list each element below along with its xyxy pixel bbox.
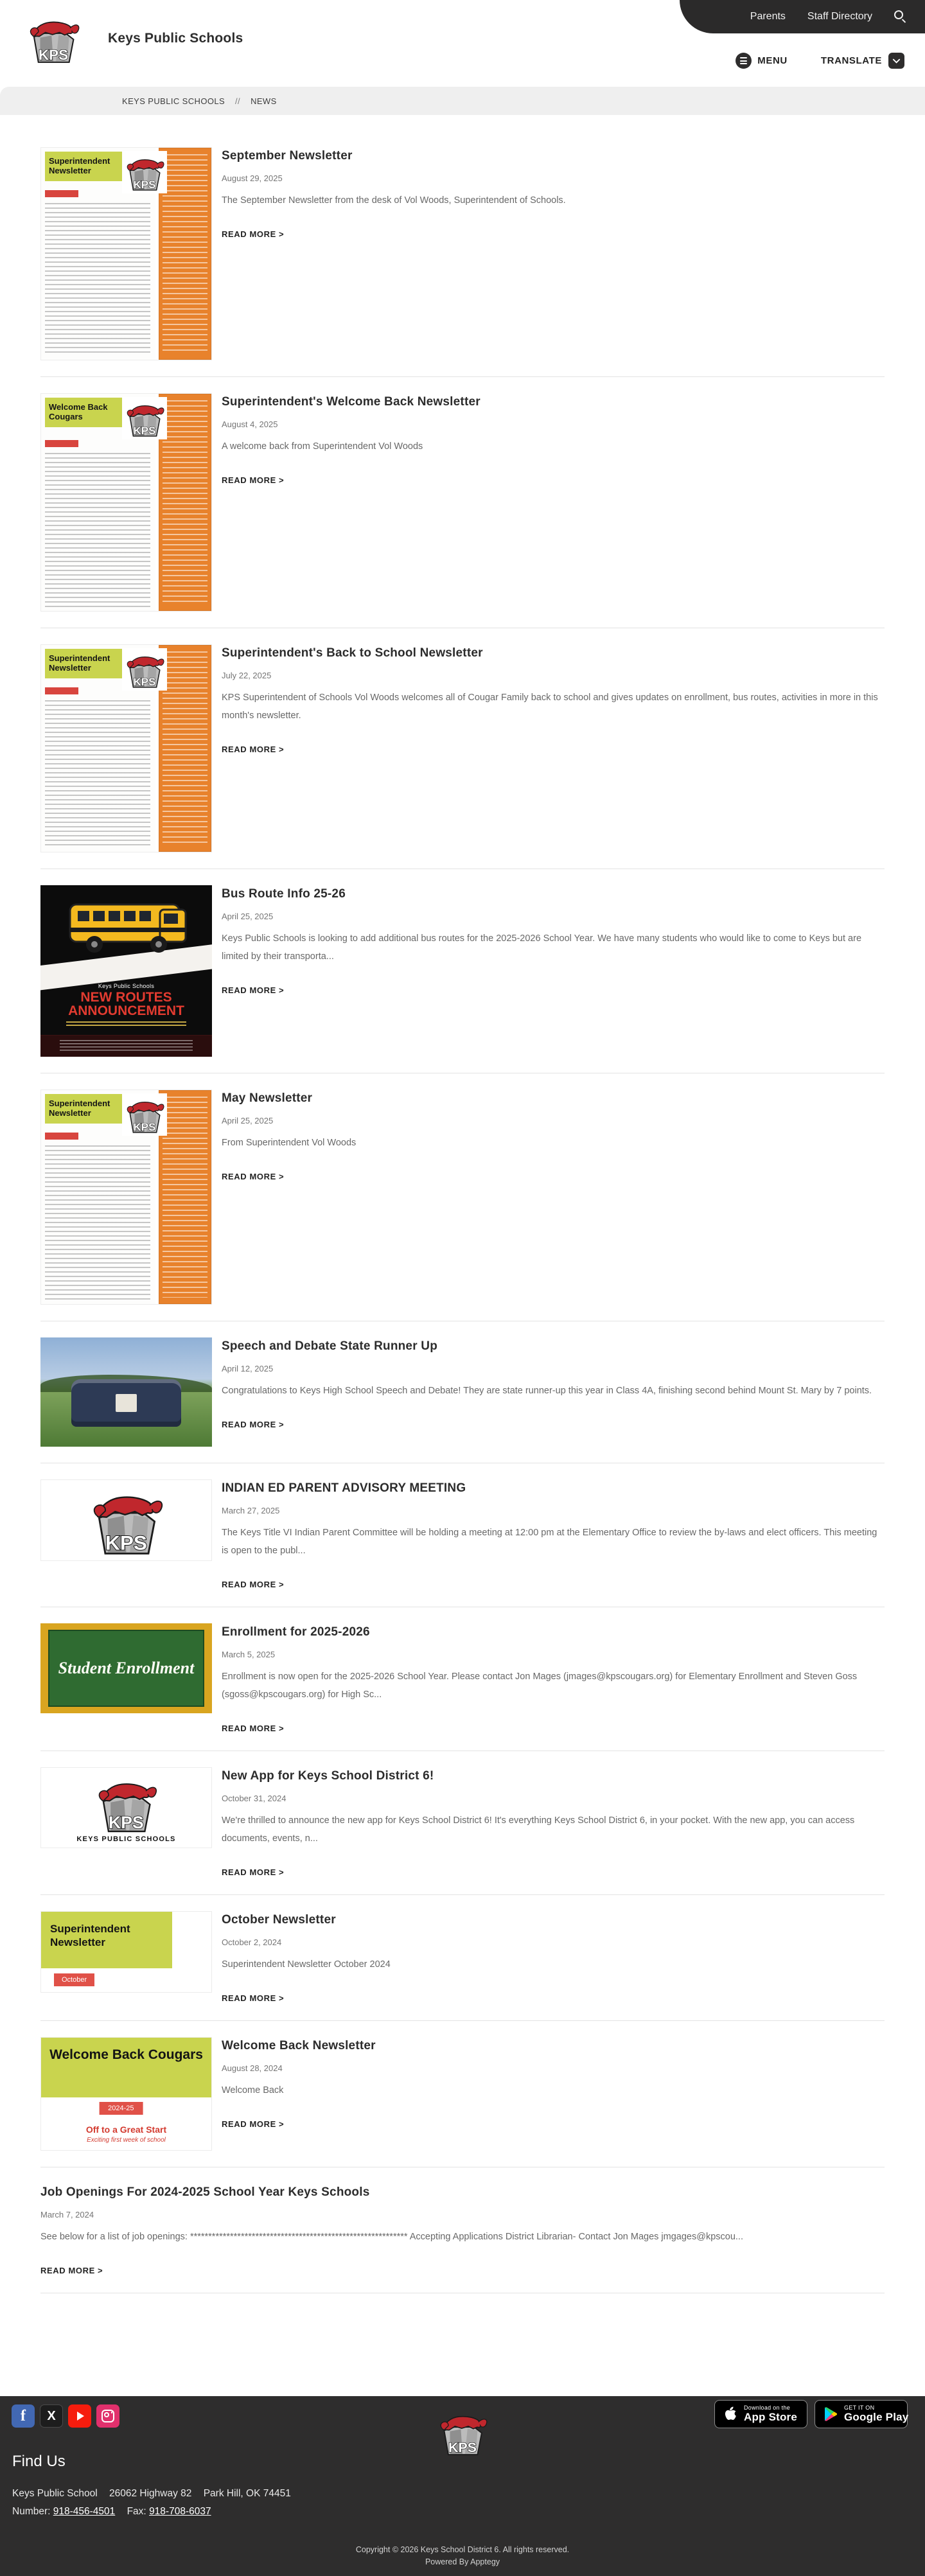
- news-date: March 7, 2024: [40, 2210, 94, 2219]
- find-us-heading: Find Us: [12, 2453, 66, 2470]
- news-description: Congratulations to Keys High School Speech and Debate! They are state runner-up this year in Class 4A, finishing second behind Mount St. Mary by 7 points.: [222, 1386, 872, 1396]
- news-description: See below for a list of job openings: ************************************************************ Accepting Applications District Librarian- Contact Jon Mages jmgages@kpscou...: [40, 2232, 743, 2242]
- youtube-icon[interactable]: [68, 2404, 91, 2428]
- read-more-link[interactable]: READ MORE >: [222, 475, 285, 485]
- news-thumbnail[interactable]: [40, 1767, 212, 1848]
- news-description: The September Newsletter from the desk of Vol Woods, Superintendent of Schools.: [222, 195, 566, 206]
- kps-logo-icon: [89, 1483, 163, 1557]
- read-more-link[interactable]: READ MORE >: [222, 1580, 285, 1589]
- news-item: [40, 1463, 885, 1607]
- district-logo[interactable]: [27, 9, 80, 68]
- news-item: [40, 869, 885, 1073]
- thumb-heading: Welcome Back Cougars: [41, 2038, 211, 2097]
- news-item: [40, 2021, 885, 2167]
- thumb-caption: Exciting first week of school: [87, 2137, 166, 2144]
- breadcrumb: [0, 87, 925, 115]
- news-thumbnail[interactable]: [40, 393, 212, 612]
- breadcrumb-home[interactable]: KEYS PUBLIC SCHOOLS: [122, 96, 225, 106]
- chevron-down-icon: [888, 53, 904, 69]
- x-twitter-icon[interactable]: X: [40, 2404, 63, 2428]
- thumb-heading: Student Enrollment: [48, 1630, 204, 1707]
- apple-icon: [723, 2406, 738, 2422]
- news-description: The Keys Title VI Indian Parent Committee will be holding a meeting at 12:00 pm at the Elementary Office to review the by-laws and elect officers. This meeting is open to the publ...: [222, 1528, 877, 1556]
- news-thumbnail[interactable]: [40, 147, 212, 360]
- read-more-link[interactable]: READ MORE >: [222, 745, 285, 754]
- news-title[interactable]: May Newsletter: [222, 1091, 313, 1105]
- news-date: April 12, 2025: [222, 1364, 274, 1373]
- read-more-link[interactable]: READ MORE >: [222, 985, 285, 995]
- read-more-link[interactable]: READ MORE >: [222, 229, 285, 239]
- google-play-icon: [823, 2406, 838, 2422]
- search-icon[interactable]: [894, 10, 907, 23]
- news-description: Superintendent Newsletter October 2024: [222, 1959, 391, 1970]
- breadcrumb-current: NEWS: [251, 96, 277, 106]
- news-item: [40, 1321, 885, 1463]
- news-date: August 4, 2025: [222, 419, 278, 429]
- news-item: [40, 1751, 885, 1895]
- news-title[interactable]: Job Openings For 2024-2025 School Year Keys Schools: [40, 2185, 370, 2199]
- staff-directory-link[interactable]: Staff Directory: [807, 11, 872, 22]
- news-date: July 22, 2025: [222, 671, 272, 680]
- news-title[interactable]: Enrollment for 2025-2026: [222, 1625, 370, 1639]
- thumb-caption: Keys Public Schools: [98, 983, 155, 989]
- kps-logo-icon: [122, 648, 167, 691]
- thumb-caption: KEYS PUBLIC SCHOOLS: [76, 1835, 176, 1844]
- news-item: [40, 147, 885, 377]
- kps-logo-icon: [122, 151, 167, 193]
- read-more-link[interactable]: READ MORE >: [222, 1724, 285, 1733]
- news-description: From Superintendent Vol Woods: [222, 1138, 357, 1148]
- instagram-icon[interactable]: [96, 2404, 119, 2428]
- news-thumbnail[interactable]: [40, 2037, 212, 2151]
- news-description: We're thrilled to announce the new app for Keys School District 6! It's everything Keys School District 6, in your pocket. With the new app, you can access documents, events, n...: [222, 1815, 855, 1844]
- phone-line: Number: 918-456-4501 Fax: 918-708-6037: [12, 2506, 211, 2517]
- read-more-link[interactable]: READ MORE >: [222, 1420, 285, 1429]
- read-more-link[interactable]: READ MORE >: [222, 2119, 285, 2129]
- fax-link[interactable]: 918-708-6037: [149, 2506, 211, 2517]
- news-description: KPS Superintendent of Schools Vol Woods welcomes all of Cougar Family back to school and gives updates on enrollment, bus routes, activities in more in this month's newsletter.: [222, 693, 878, 721]
- thumb-heading: Superintendent Newsletter: [45, 1094, 140, 1124]
- news-item: [40, 1073, 885, 1321]
- thumb-subheading: Off to a Great Start: [85, 2124, 167, 2135]
- news-date: April 25, 2025: [222, 1116, 274, 1125]
- thumb-heading: Superintendent Newsletter: [45, 649, 140, 678]
- translate-label: TRANSLATE: [820, 55, 882, 66]
- breadcrumb-separator: //: [235, 96, 241, 106]
- news-date: August 29, 2025: [222, 173, 283, 183]
- social-links: [12, 2404, 119, 2428]
- news-description: Welcome Back: [222, 2085, 284, 2095]
- news-description: A welcome back from Superintendent Vol Woods: [222, 441, 423, 452]
- news-thumbnail[interactable]: [40, 1337, 212, 1447]
- news-thumbnail[interactable]: [40, 644, 212, 852]
- phone-link[interactable]: 918-456-4501: [53, 2506, 116, 2517]
- news-title[interactable]: Welcome Back Newsletter: [222, 2039, 376, 2052]
- news-thumbnail[interactable]: [40, 1090, 212, 1305]
- news-date: March 5, 2025: [222, 1650, 276, 1659]
- news-description: Keys Public Schools is looking to add additional bus routes for the 2025-2026 School Year. We have many students who would like to come to Keys but are limited by their transporta...: [222, 933, 862, 962]
- news-thumbnail[interactable]: [40, 1479, 212, 1561]
- news-date: October 31, 2024: [222, 1794, 286, 1803]
- copyright: Copyright © 2026 Keys School District 6. All rights reserved. Powered By Apptegy: [0, 2544, 925, 2568]
- news-item: [40, 1895, 885, 2021]
- read-more-link[interactable]: READ MORE >: [40, 2266, 103, 2275]
- menu-button[interactable]: [736, 53, 788, 69]
- news-thumbnail[interactable]: [40, 1623, 212, 1713]
- translate-button[interactable]: [821, 53, 904, 69]
- news-date: October 2, 2024: [222, 1937, 282, 1947]
- read-more-link[interactable]: READ MORE >: [222, 1172, 285, 1181]
- utility-bar: [680, 0, 925, 33]
- news-title[interactable]: Superintendent's Back to School Newsletter: [222, 646, 483, 660]
- google-play-badge[interactable]: GET IT ON Google Play: [815, 2400, 908, 2428]
- read-more-link[interactable]: READ MORE >: [222, 1867, 285, 1877]
- news-thumbnail[interactable]: [40, 1911, 212, 1993]
- kps-logo-icon: [95, 1772, 157, 1835]
- news-item: [40, 2167, 885, 2293]
- powered-by[interactable]: Powered By Apptegy: [425, 2557, 500, 2566]
- news-title[interactable]: Superintendent's Welcome Back Newsletter: [222, 395, 480, 409]
- parents-link[interactable]: Parents: [750, 11, 786, 22]
- app-store-badge[interactable]: Download on the App Store: [714, 2400, 807, 2428]
- kps-logo-icon: [122, 1093, 167, 1136]
- news-title[interactable]: INDIAN ED PARENT ADVISORY MEETING: [222, 1481, 466, 1495]
- news-item: [40, 628, 885, 869]
- contact-info: [12, 2485, 291, 2521]
- news-date: August 28, 2024: [222, 2063, 283, 2073]
- news-title[interactable]: Bus Route Info 25-26: [222, 887, 346, 901]
- news-thumbnail[interactable]: [40, 885, 212, 1057]
- news-title[interactable]: Speech and Debate State Runner Up: [222, 1339, 438, 1353]
- read-more-link[interactable]: READ MORE >: [222, 1993, 285, 2003]
- news-item: [40, 1607, 885, 1751]
- thumb-heading: Superintendent Newsletter: [41, 1912, 172, 1968]
- thumb-tag: 2024-25: [99, 2102, 143, 2115]
- thumb-heading: NEW ROUTES ANNOUNCEMENT: [68, 990, 184, 1019]
- facebook-icon[interactable]: f: [12, 2404, 35, 2428]
- site-title[interactable]: Keys Public Schools: [108, 31, 243, 46]
- thumb-heading: Welcome Back Cougars: [45, 398, 140, 427]
- news-item: [40, 377, 885, 628]
- menu-label: MENU: [757, 55, 788, 66]
- thumb-heading: Superintendent Newsletter: [45, 152, 140, 181]
- school-bus-icon: [64, 890, 189, 958]
- news-title[interactable]: September Newsletter: [222, 149, 353, 163]
- news-description: Enrollment is now open for the 2025-2026 School Year. Please contact Jon Mages (jmages@kpscougars.org) for Elementary Enrollment and Steven Goss (sgoss@kpscougars.org) for High Sc...: [222, 1672, 858, 1700]
- news-title[interactable]: October Newsletter: [222, 1913, 336, 1927]
- news-title[interactable]: New App for Keys School District 6!: [222, 1769, 434, 1783]
- address-line: Keys Public School 26062 Highway 82 Park Hill, OK 74451: [12, 2488, 291, 2499]
- hamburger-icon: [736, 53, 752, 69]
- footer-district-logo: [437, 2404, 488, 2460]
- thumb-tag: October: [54, 1973, 94, 1986]
- kps-logo-icon: [122, 397, 167, 439]
- news-date: March 27, 2025: [222, 1506, 280, 1515]
- news-list: [0, 115, 925, 2396]
- news-date: April 25, 2025: [222, 912, 274, 921]
- site-footer: [0, 2396, 925, 2576]
